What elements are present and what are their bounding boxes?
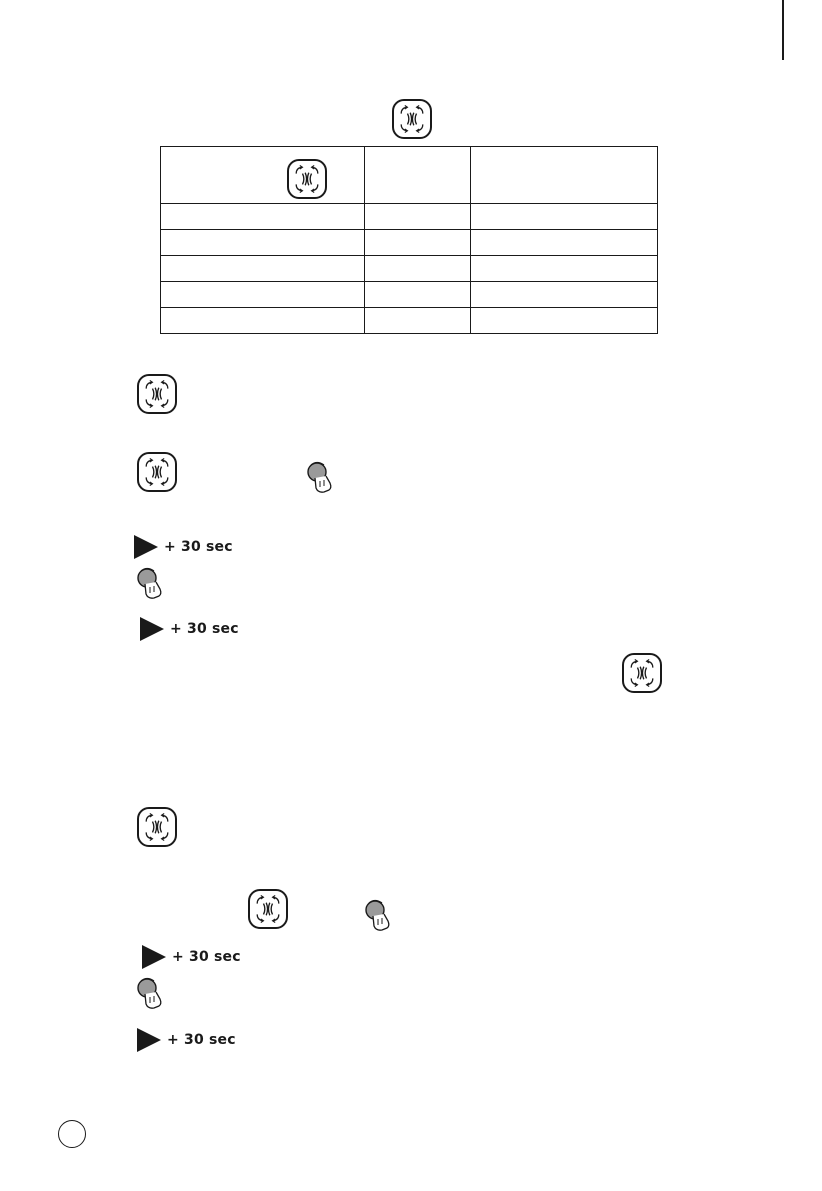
table-cell	[471, 256, 658, 282]
defrost-icon	[287, 159, 327, 199]
start-label: + 30 sec	[172, 949, 241, 965]
table-cell	[365, 256, 471, 282]
knob-icon	[135, 566, 165, 600]
defrost-icon	[392, 99, 432, 139]
table-cell	[161, 282, 365, 308]
table-cell	[365, 204, 471, 230]
defrost-icon	[248, 889, 288, 929]
defrost-icon	[137, 374, 177, 414]
table-cell	[161, 308, 365, 334]
table-cell	[471, 308, 658, 334]
table-header-cell	[161, 147, 365, 204]
table-header-cell	[365, 147, 471, 204]
play-start-icon	[134, 535, 158, 559]
table-row	[161, 282, 658, 308]
knob-icon	[135, 976, 165, 1010]
table-header-cell	[471, 147, 658, 204]
table-cell	[365, 308, 471, 334]
page-edge-rule	[782, 0, 784, 60]
start-label: + 30 sec	[164, 539, 233, 555]
table-row	[161, 256, 658, 282]
table-cell	[365, 230, 471, 256]
knob-icon	[363, 898, 393, 932]
defrost-icon	[622, 653, 662, 693]
table-cell	[471, 230, 658, 256]
table-row	[161, 230, 658, 256]
start-plus-30-row	[140, 616, 239, 642]
defrost-icon	[137, 452, 177, 492]
play-start-icon	[137, 1028, 161, 1052]
start-label: + 30 sec	[170, 621, 239, 637]
table-cell	[365, 282, 471, 308]
play-start-icon	[142, 945, 166, 969]
table-cell	[161, 256, 365, 282]
table-row	[161, 204, 658, 230]
start-plus-30-row	[137, 1027, 236, 1053]
table-header-row	[161, 147, 658, 204]
table-cell	[161, 204, 365, 230]
defrost-icon	[137, 807, 177, 847]
table-row	[161, 308, 658, 334]
knob-icon	[305, 460, 335, 494]
start-plus-30-row	[142, 944, 241, 970]
defrost-table	[160, 146, 658, 334]
table-cell	[471, 204, 658, 230]
play-start-icon	[140, 617, 164, 641]
table-cell	[161, 230, 365, 256]
start-label: + 30 sec	[167, 1032, 236, 1048]
page-number-circle	[58, 1120, 86, 1148]
start-plus-30-row	[134, 534, 233, 560]
table-cell	[471, 282, 658, 308]
